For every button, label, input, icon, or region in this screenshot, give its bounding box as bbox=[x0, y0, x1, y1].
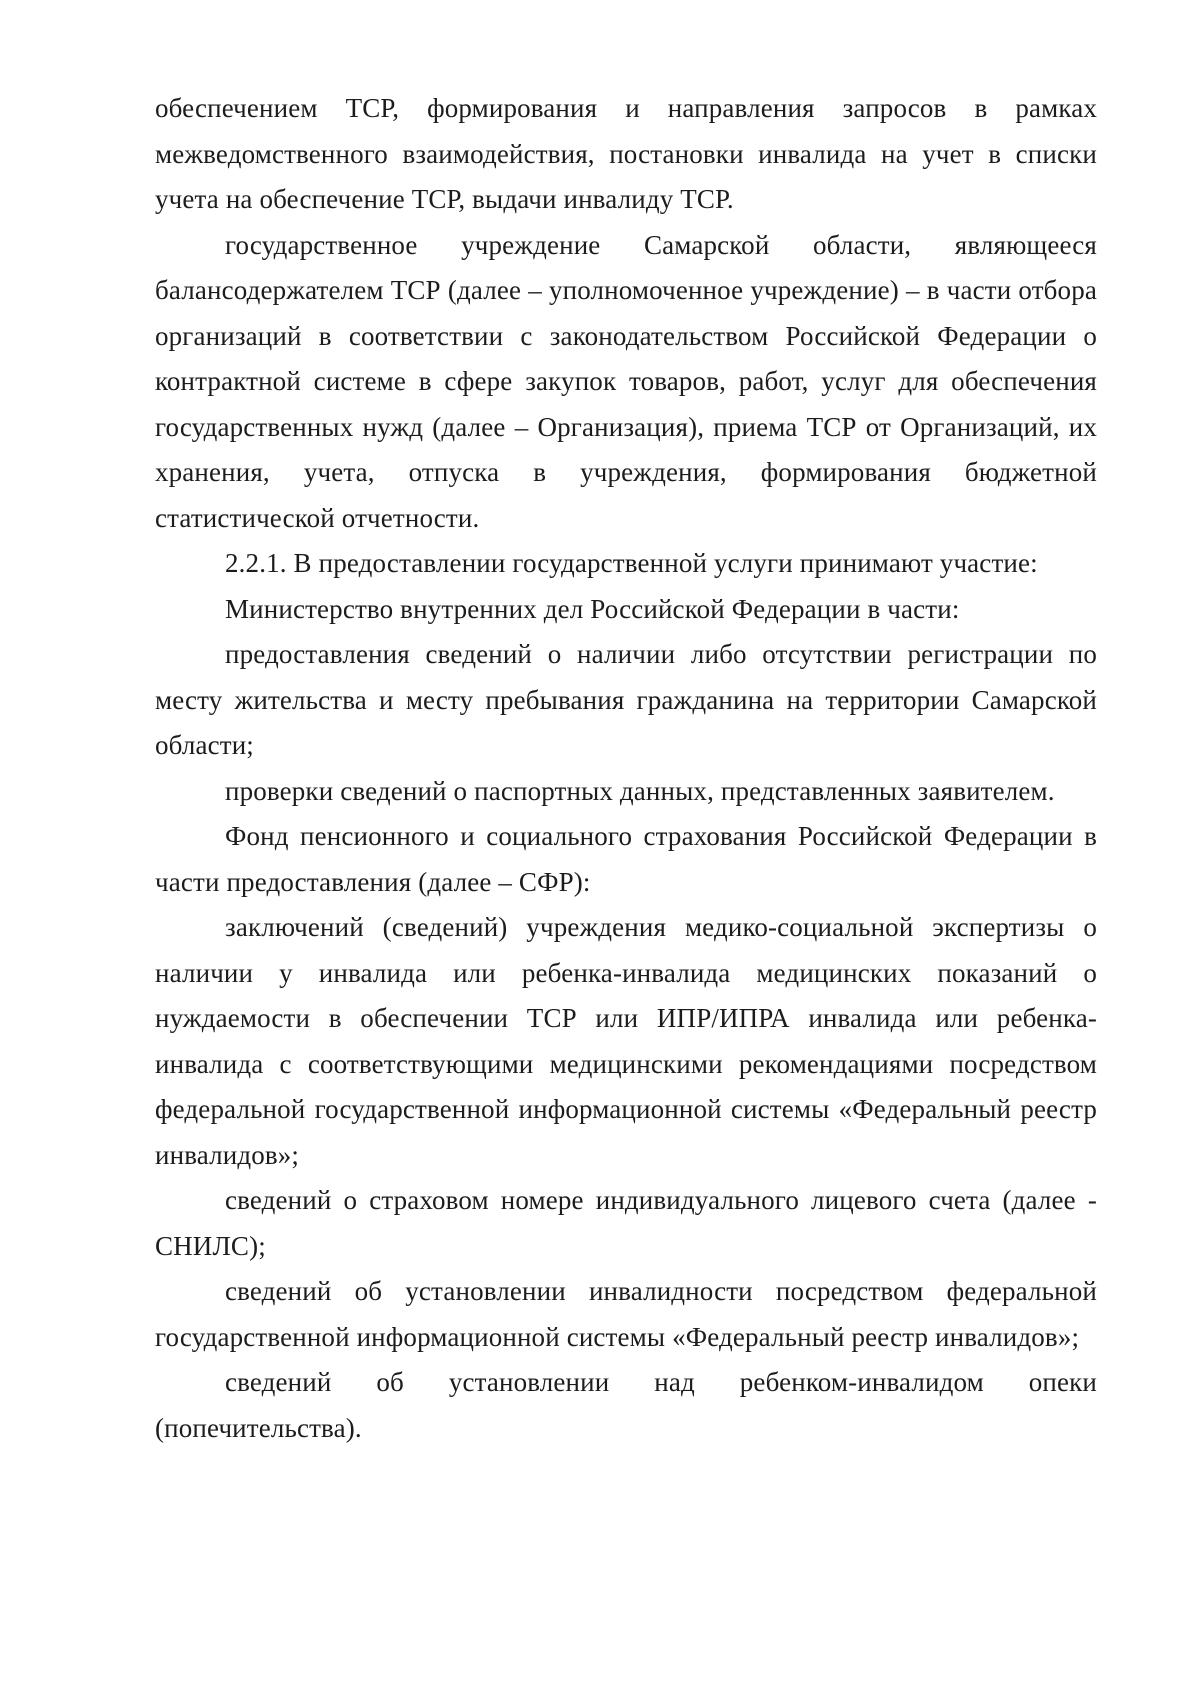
paragraph-mse-conclusions: заключений (сведений) учреждения медико-социальной экспертизы о наличии у инвалида или ребенка-инвалида медицинских показаний о нуждаемости в обеспечении ТСР или ИПР/ИПРА инвалида или ребенка-инвалида с соответствующими медицинскими рекомендациями посредством федеральной государственной информационной системы «Федеральный реестр инвалидов»; bbox=[155, 912, 1097, 1170]
paragraph-snils: сведений о страховом номере индивидуального лицевого счета (далее - СНИЛС); bbox=[155, 1185, 1097, 1261]
paragraph-guardianship: сведений об установлении над ребенком-инвалидом опеки (попечительства). bbox=[155, 1367, 1097, 1443]
paragraph-continuation: обеспечением ТСР, формирования и направления запросов в рамках межведомственного взаимодействия, постановки инвалида на учет в списки учета на обеспечение ТСР, выдачи инвалиду ТСР. bbox=[155, 93, 1097, 214]
paragraph-registration-info: предоставления сведений о наличии либо отсутствии регистрации по месту жительства и месту пребывания гражданина на территории Самарской области; bbox=[155, 639, 1097, 760]
paragraph-passport-check: проверки сведений о паспортных данных, представленных заявителем. bbox=[225, 775, 1055, 806]
section-heading-2-2-1: 2.2.1. В предоставлении государственной услуги принимают участие: bbox=[225, 548, 1038, 578]
paragraph-disability-info: сведений об установлении инвалидности посредством федеральной государственной информационной системы «Федеральный реестр инвалидов»; bbox=[155, 1276, 1097, 1352]
paragraph-authorized-institution: государственное учреждение Самарской области, являющееся балансодержателем ТСР (далее – уполномоченное учреждение) – в части отбора организаций в соответствии с законодательством Российской Федерации о контрактной системе в сфере закупок товаров, работ, услуг для обеспечения государственных нужд (далее – Организация), приема ТСР от Организаций, их хранения, учета, отпуска в учреждения, формирования бюджетной статистической отчетности. bbox=[155, 229, 1097, 533]
paragraph-pension-fund: Фонд пенсионного и социального страхования Российской Федерации в части предоставления (далее – СФР): bbox=[155, 821, 1097, 897]
document-page bbox=[155, 86, 1097, 1451]
paragraph-ministry: Министерство внутренних дел Российской Федерации в части: bbox=[225, 593, 960, 624]
